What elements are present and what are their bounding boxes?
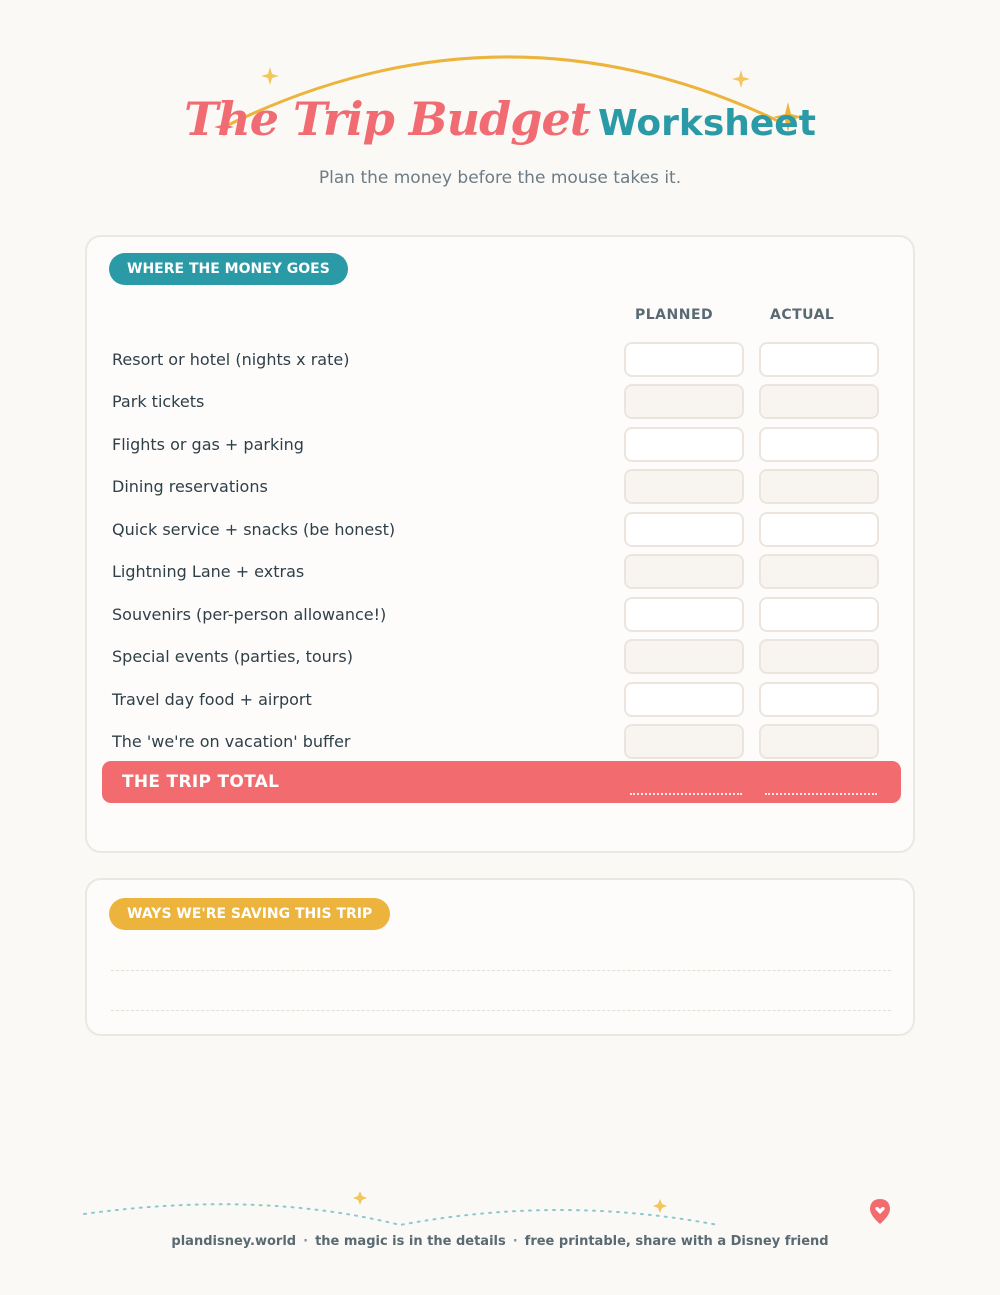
- planned-total-line[interactable]: [630, 793, 742, 795]
- footer-tagline: the magic is in the details: [315, 1234, 506, 1249]
- budget-row: [87, 682, 917, 718]
- actual-amount-field[interactable]: [759, 342, 879, 377]
- title-plain: Worksheet: [597, 103, 816, 144]
- planned-amount-field[interactable]: [624, 554, 744, 589]
- budget-row: [87, 384, 917, 420]
- budget-row: [87, 342, 917, 378]
- footer-site: plandisney.world: [171, 1234, 297, 1249]
- budget-row-label: Special events (parties, tours): [112, 647, 353, 666]
- budget-row-label: Travel day food + airport: [112, 690, 312, 709]
- budget-row-label: Flights or gas + parking: [112, 435, 304, 454]
- budget-row: [87, 639, 917, 675]
- actual-amount-field[interactable]: [759, 384, 879, 419]
- planned-amount-field[interactable]: [624, 597, 744, 632]
- budget-row: [87, 597, 917, 633]
- saving-write-line[interactable]: [111, 1010, 891, 1011]
- planned-amount-field[interactable]: [624, 512, 744, 547]
- budget-row: [87, 469, 917, 505]
- actual-amount-field[interactable]: [759, 682, 879, 717]
- actual-total-line[interactable]: [765, 793, 877, 795]
- budget-row-label: Lightning Lane + extras: [112, 562, 305, 581]
- actual-amount-field[interactable]: [759, 554, 879, 589]
- trip-total-label: THE TRIP TOTAL: [122, 772, 280, 792]
- footer-note: free printable, share with a Disney friend: [524, 1234, 829, 1249]
- budget-row-label: The 'we're on vacation' buffer: [112, 732, 351, 751]
- budget-row: [87, 724, 917, 760]
- planned-amount-field[interactable]: [624, 427, 744, 462]
- budget-row: [87, 512, 917, 548]
- planned-amount-field[interactable]: [624, 724, 744, 759]
- actual-amount-field[interactable]: [759, 469, 879, 504]
- page-title: [0, 92, 1000, 146]
- actual-amount-field[interactable]: [759, 724, 879, 759]
- actual-amount-field[interactable]: [759, 427, 879, 462]
- sparkle-icon: [653, 1199, 667, 1213]
- sparkle-icon: [261, 67, 279, 85]
- sparkle-icon: [353, 1191, 367, 1205]
- planned-column-header: PLANNED: [635, 307, 714, 323]
- budget-row-label: Quick service + snacks (be honest): [112, 520, 396, 539]
- budget-section-label: WHERE THE MONEY GOES: [109, 253, 348, 285]
- location-heart-icon: [870, 1199, 890, 1224]
- sparkle-icon: [732, 70, 750, 88]
- planned-amount-field[interactable]: [624, 682, 744, 717]
- budget-row-label: Dining reservations: [112, 477, 268, 496]
- planned-amount-field[interactable]: [624, 384, 744, 419]
- title-script: The Trip Budget: [184, 92, 590, 146]
- budget-row: [87, 554, 917, 590]
- actual-column-header: ACTUAL: [770, 307, 835, 323]
- actual-amount-field[interactable]: [759, 639, 879, 674]
- page-subtitle: Plan the money before the mouse takes it.: [318, 168, 682, 188]
- planned-amount-field[interactable]: [624, 469, 744, 504]
- footer-decoration: [0, 1185, 1000, 1235]
- planned-amount-field[interactable]: [624, 342, 744, 377]
- trip-total-bar: [102, 761, 901, 803]
- page-header: [0, 0, 1000, 210]
- planned-amount-field[interactable]: [624, 639, 744, 674]
- actual-amount-field[interactable]: [759, 512, 879, 547]
- saving-section-label: WAYS WE'RE SAVING THIS TRIP: [109, 898, 390, 930]
- footer-separator: ·: [303, 1234, 309, 1249]
- actual-amount-field[interactable]: [759, 597, 879, 632]
- budget-card: [85, 235, 915, 853]
- budget-row-label: Resort or hotel (nights x rate): [112, 350, 350, 369]
- footer-separator: ·: [512, 1234, 518, 1249]
- budget-row-label: Park tickets: [112, 392, 205, 411]
- page-footer: [0, 1234, 1000, 1249]
- budget-row: [87, 427, 917, 463]
- saving-card: [85, 878, 915, 1036]
- saving-write-line[interactable]: [111, 970, 891, 971]
- budget-row-label: Souvenirs (per-person allowance!): [112, 605, 387, 624]
- dotted-path: [84, 1204, 718, 1225]
